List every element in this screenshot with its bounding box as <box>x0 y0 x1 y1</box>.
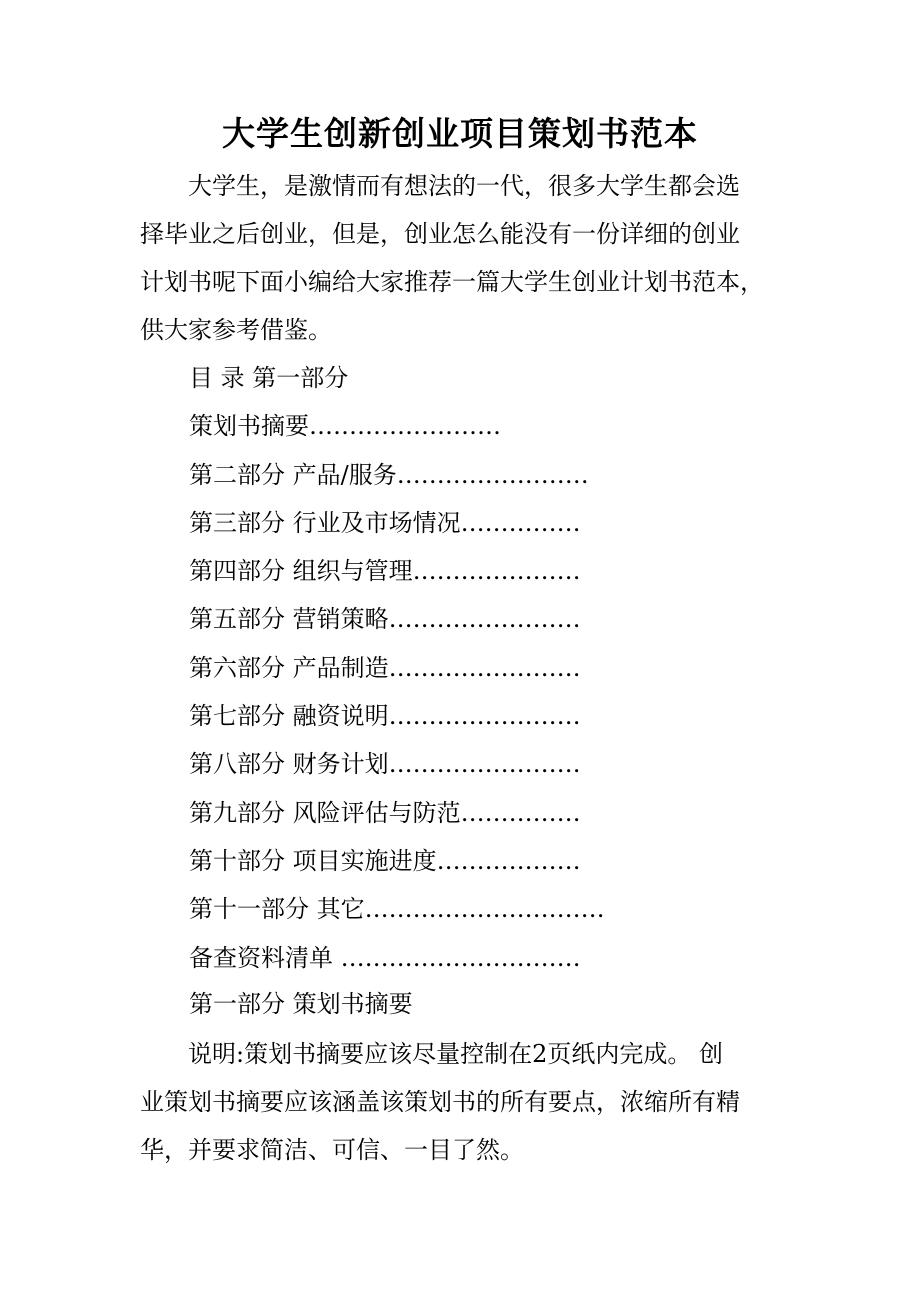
note-paragraph <box>140 1030 790 1174</box>
toc-item: 策划书摘要…………………… <box>189 412 501 441</box>
toc-item: 第四部分 组织与管理………………… <box>189 557 581 586</box>
intro-line: 供大家参考借鉴。 <box>140 316 332 344</box>
toc-item: 备查资料清单 ………………………… <box>189 943 581 972</box>
document-title: 大学生创新创业项目策划书范本 <box>222 114 698 153</box>
intro-line: 大学生，是激情而有想法的一代，很多大学生都会选 <box>188 172 740 200</box>
toc-item: 第六部分 产品制造…………………… <box>189 653 581 682</box>
toc-item: 第十一部分 其它………………………… <box>189 895 605 924</box>
toc-item: 第九部分 风险评估与防范…………… <box>189 798 581 827</box>
intro-line: 计划书呢下面小编给大家推荐一篇大学生创业计划书范本， <box>140 268 764 296</box>
note-line: 华，并要求简洁、可信、一目了然。 <box>140 1136 524 1164</box>
toc-item: 第三部分 行业及市场情况…………… <box>189 508 581 537</box>
note-line: 说明:策划书摘要应该尽量控制在2页纸内完成。 创 <box>188 1040 723 1068</box>
toc-heading: 目 录 第一部分 <box>189 364 349 392</box>
intro-paragraph <box>140 162 790 354</box>
note-line: 业策划书摘要应该涵盖该策划书的所有要点，浓缩所有精 <box>140 1088 740 1116</box>
toc-item: 第十部分 项目实施进度……………… <box>189 846 581 875</box>
table-of-contents <box>189 354 789 982</box>
section-heading: 第一部分 策划书摘要 <box>189 990 413 1018</box>
intro-line: 择毕业之后创业，但是，创业怎么能没有一份详细的创业 <box>140 220 740 248</box>
toc-item: 第五部分 营销策略…………………… <box>189 605 581 634</box>
toc-item: 第二部分 产品/服务…………………… <box>189 460 589 489</box>
toc-item: 第七部分 融资说明…………………… <box>189 702 581 731</box>
toc-item: 第八部分 财务计划…………………… <box>189 750 581 779</box>
